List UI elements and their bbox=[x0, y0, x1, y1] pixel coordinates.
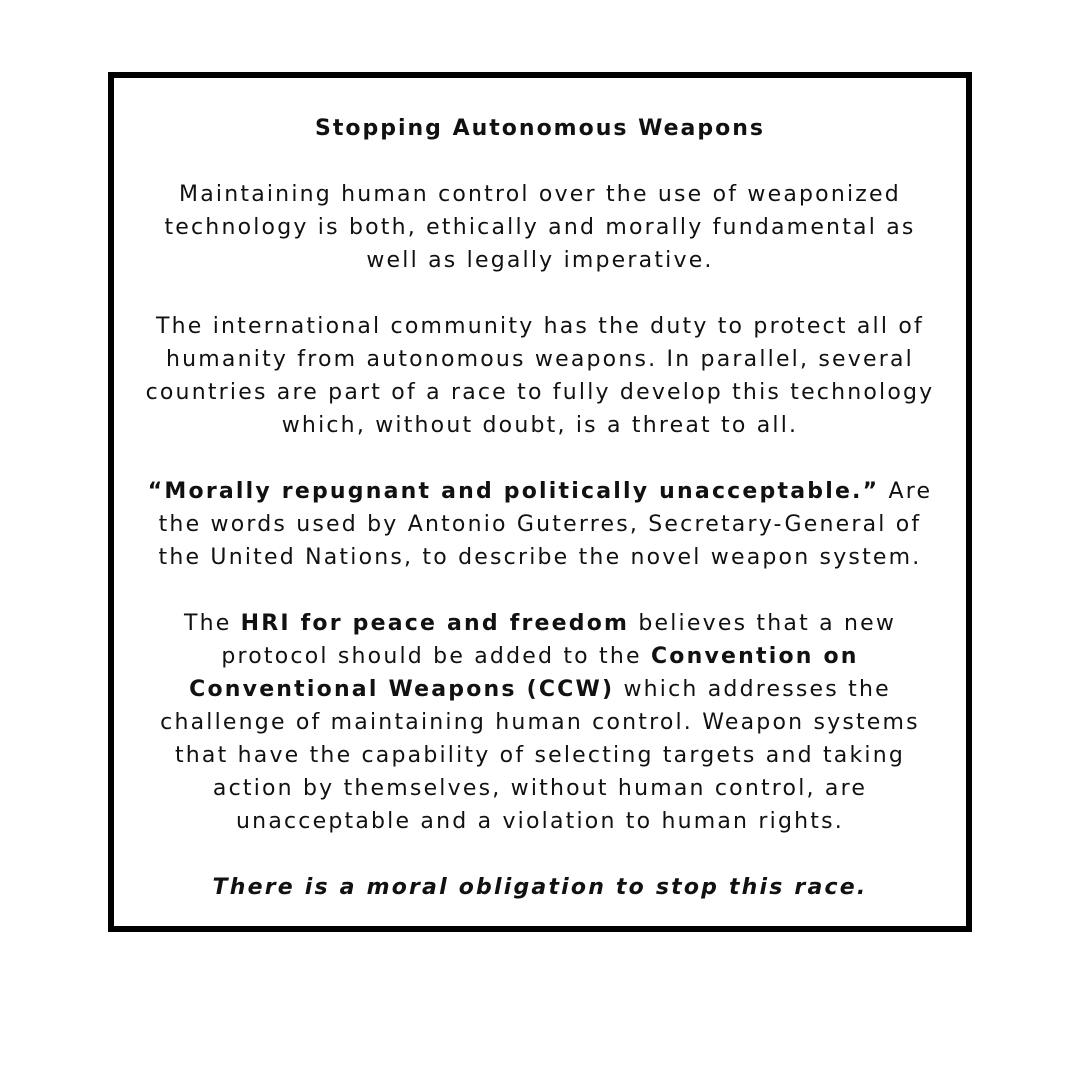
hri-organization-name: HRI for peace and freedom bbox=[240, 611, 630, 636]
document-body bbox=[138, 112, 942, 904]
hri-text-2: believes that a new protocol should be added to the bbox=[221, 611, 897, 669]
document-title: Stopping Autonomous Weapons bbox=[315, 116, 765, 141]
hri-text-1: The bbox=[183, 611, 241, 636]
paragraph-international-community: The international community has the duty to protect all of humanity from autonomous weapons. In parallel, several countries are part of a race to fully develop this technology which, without doubt, is a threat to all. bbox=[145, 314, 935, 438]
paragraph-guterres-quote bbox=[138, 475, 942, 574]
hri-text-3: which addresses the challenge of maintaining human control. Weapon systems that have the capability of selecting targets and taking action by themselves, without human control, are unacceptable and a violation to human rights. bbox=[160, 677, 920, 834]
convention-name: Convention on Conventional Weapons (CCW) bbox=[189, 644, 859, 702]
quote-attribution: Are the words used by Antonio Guterres, Secretary-General of the United Nations, to describe the novel weapon system. bbox=[158, 479, 933, 570]
closing-statement: There is a moral obligation to stop this race. bbox=[212, 875, 868, 900]
quote-text: “Morally repugnant and politically unacceptable.” bbox=[147, 479, 880, 504]
paragraph-hri-position bbox=[138, 607, 942, 838]
paragraph-human-control: Maintaining human control over the use of weaponized technology is both, ethically and morally fundamental as well as legally imperative. bbox=[164, 182, 916, 273]
bordered-text-box bbox=[108, 72, 972, 932]
